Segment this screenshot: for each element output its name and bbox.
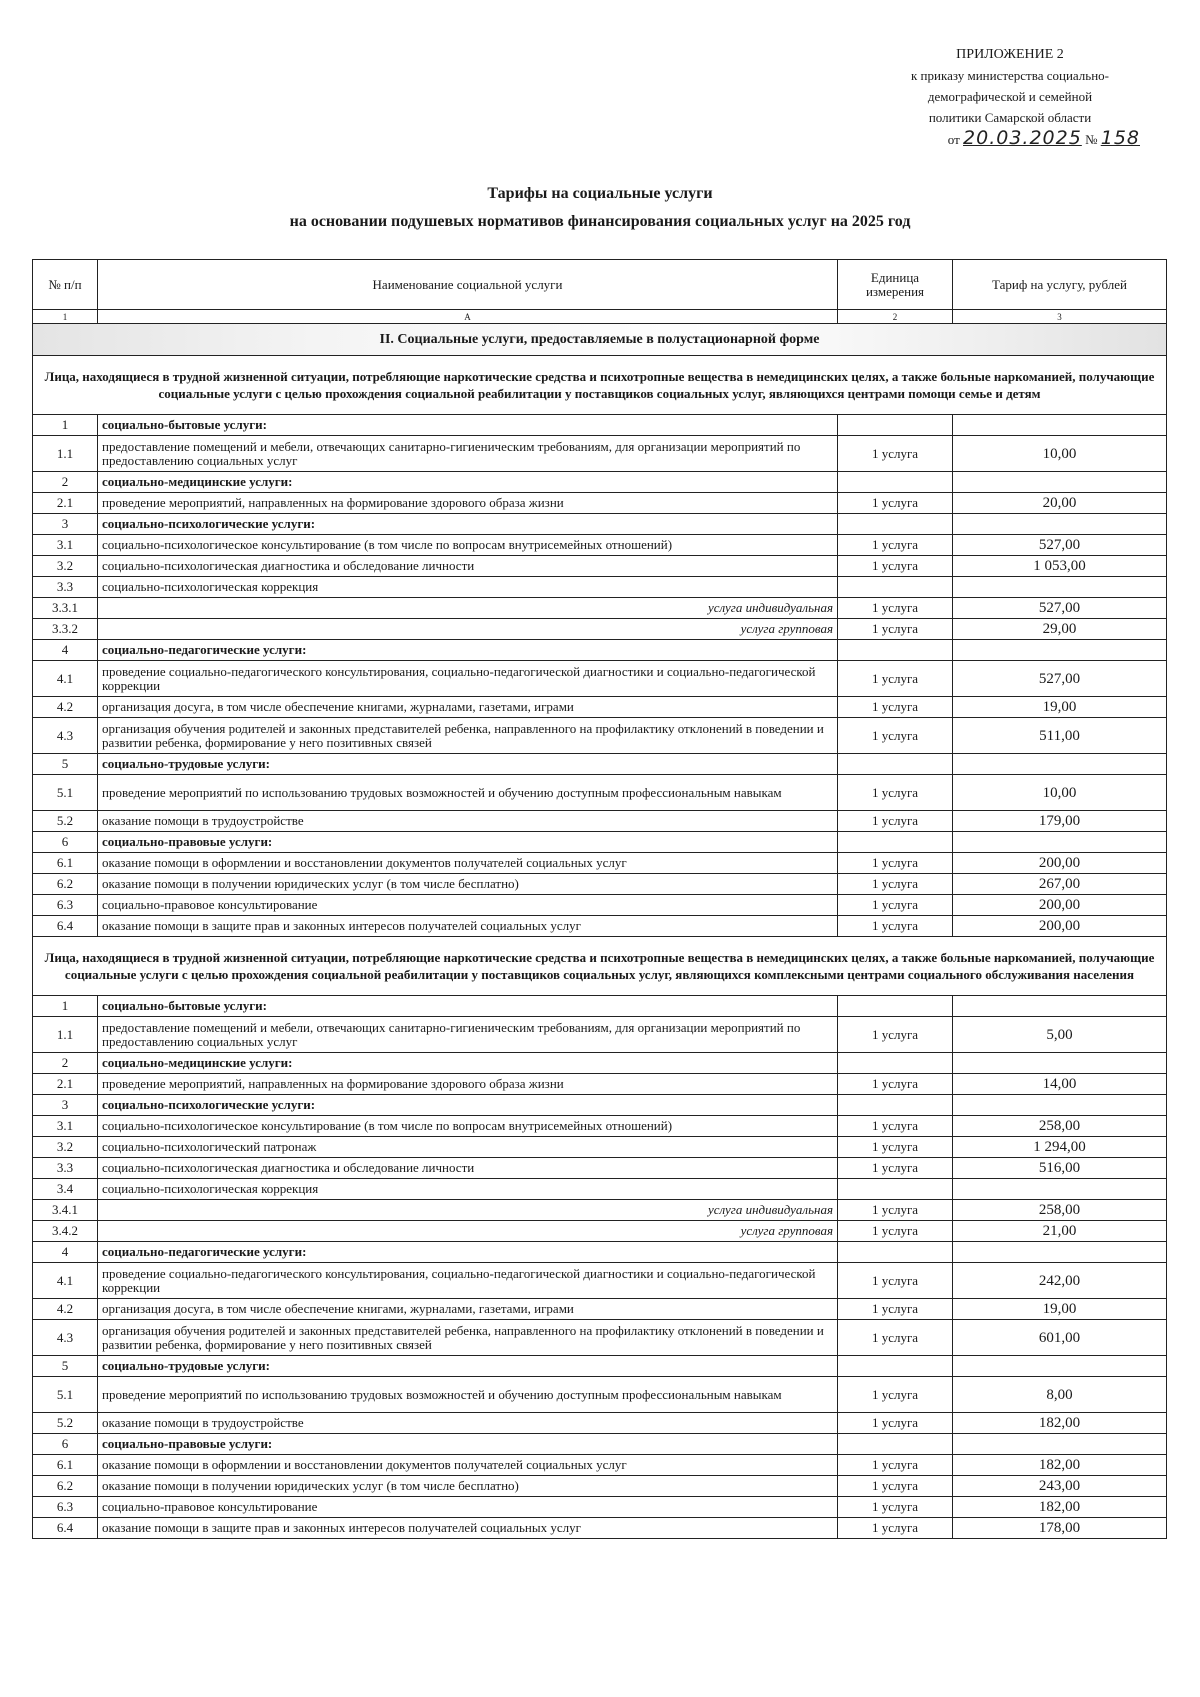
- document-title: Тарифы на социальные услуги: [487, 185, 713, 202]
- section-title: II. Социальные услуги, предоставляемые в полустационарной форме: [33, 324, 1167, 356]
- table-row: [33, 1497, 1167, 1518]
- table-row: [33, 754, 1167, 775]
- price-cell: 200,00: [953, 916, 1167, 937]
- unit-cell: [838, 1434, 953, 1455]
- group-title: Лица, находящиеся в трудной жизненной ситуации, потребляющие наркотические средства и психотропные вещества в немедицинских целях, а также больные наркоманией, получающие социальные услуги с целью прохождения социальной реабилитации у поставщиков социальных услуг, являющихся комплексными центрами социального обслуживания населения: [33, 937, 1167, 996]
- unit-cell: [838, 1356, 953, 1377]
- service-name: оказание помощи в трудоустройстве: [98, 1413, 838, 1434]
- price-cell: 182,00: [953, 1413, 1167, 1434]
- row-number: 6.3: [33, 895, 98, 916]
- service-name: услуга индивидуальная: [98, 598, 838, 619]
- service-name: социально-психологическая диагностика и обследование личности: [98, 1158, 838, 1179]
- table-row: [33, 996, 1167, 1017]
- table-row: [33, 619, 1167, 640]
- table-row: [33, 415, 1167, 436]
- service-name: услуга групповая: [98, 1221, 838, 1242]
- price-cell: [953, 754, 1167, 775]
- unit-cell: 1 услуга: [838, 535, 953, 556]
- unit-cell: 1 услуга: [838, 1017, 953, 1053]
- service-name: предоставление помещений и мебели, отвечающих санитарно-гигиеническим требованиям, для организации мероприятий по предоставлению социальных услуг: [98, 436, 838, 472]
- price-cell: 242,00: [953, 1263, 1167, 1299]
- table-row: [33, 535, 1167, 556]
- table-row: [33, 1356, 1167, 1377]
- service-name: оказание помощи в оформлении и восстановлении документов получателей социальных услуг: [98, 853, 838, 874]
- service-name: социально-правовые услуги:: [98, 1434, 838, 1455]
- price-cell: 200,00: [953, 895, 1167, 916]
- table-row: [33, 1017, 1167, 1053]
- service-name: социально-педагогические услуги:: [98, 1242, 838, 1263]
- service-name: социально-психологическая коррекция: [98, 1179, 838, 1200]
- table-row: [33, 1095, 1167, 1116]
- col-header-name: Наименование социальной услуги: [98, 260, 838, 310]
- price-cell: [953, 1179, 1167, 1200]
- service-name: социально-медицинские услуги:: [98, 1053, 838, 1074]
- unit-cell: 1 услуга: [838, 1200, 953, 1221]
- col-code-price: 3: [953, 310, 1167, 324]
- service-name: организация обучения родителей и законных представителей ребенка, направленного на профилактику отклонений в поведении и развитии ребенка, формирование у него позитивных связей: [98, 1320, 838, 1356]
- date-prefix: от: [947, 132, 960, 147]
- unit-cell: 1 услуга: [838, 1518, 953, 1539]
- group-header-row: [33, 356, 1167, 415]
- col-code-name: A: [98, 310, 838, 324]
- row-number: 4.3: [33, 718, 98, 754]
- row-number: 1.1: [33, 436, 98, 472]
- service-name: услуга групповая: [98, 619, 838, 640]
- service-name: социально-трудовые услуги:: [98, 754, 838, 775]
- row-number: 4.2: [33, 697, 98, 718]
- table-row: [33, 1377, 1167, 1413]
- unit-cell: 1 услуга: [838, 1074, 953, 1095]
- service-name: социально-психологические услуги:: [98, 514, 838, 535]
- unit-cell: 1 услуга: [838, 697, 953, 718]
- service-name: оказание помощи в защите прав и законных интересов получателей социальных услуг: [98, 1518, 838, 1539]
- price-cell: [953, 1242, 1167, 1263]
- price-cell: [953, 1356, 1167, 1377]
- service-name: проведение социально-педагогического консультирования, социально-педагогической диагностики и социально-педагогической коррекции: [98, 1263, 838, 1299]
- row-number: 6.2: [33, 874, 98, 895]
- unit-cell: 1 услуга: [838, 1263, 953, 1299]
- row-number: 6.1: [33, 853, 98, 874]
- row-number: 6.1: [33, 1455, 98, 1476]
- unit-cell: 1 услуга: [838, 493, 953, 514]
- unit-cell: 1 услуга: [838, 1455, 953, 1476]
- service-name: социально-психологический патронаж: [98, 1137, 838, 1158]
- table-row: [33, 832, 1167, 853]
- table-row: [33, 1263, 1167, 1299]
- table-row: [33, 1518, 1167, 1539]
- table-row: [33, 1242, 1167, 1263]
- row-number: 3.1: [33, 1116, 98, 1137]
- table-row: [33, 1455, 1167, 1476]
- service-name: услуга индивидуальная: [98, 1200, 838, 1221]
- price-cell: [953, 1434, 1167, 1455]
- table-row: [33, 1137, 1167, 1158]
- table-row: [33, 514, 1167, 535]
- row-number: 5.2: [33, 1413, 98, 1434]
- row-number: 6.3: [33, 1497, 98, 1518]
- unit-cell: [838, 514, 953, 535]
- row-number: 3.2: [33, 1137, 98, 1158]
- unit-cell: [838, 1179, 953, 1200]
- row-number: 2: [33, 1053, 98, 1074]
- service-name: социально-правовые услуги:: [98, 832, 838, 853]
- price-cell: 258,00: [953, 1200, 1167, 1221]
- unit-cell: [838, 577, 953, 598]
- row-number: 2.1: [33, 493, 98, 514]
- price-cell: 601,00: [953, 1320, 1167, 1356]
- unit-cell: [838, 415, 953, 436]
- table-row: [33, 661, 1167, 697]
- table-row: [33, 1074, 1167, 1095]
- price-cell: 527,00: [953, 661, 1167, 697]
- table-row: [33, 775, 1167, 811]
- appendix-title: ПРИЛОЖЕНИЕ 2: [956, 47, 1064, 62]
- unit-cell: 1 услуга: [838, 661, 953, 697]
- group-title: Лица, находящиеся в трудной жизненной ситуации, потребляющие наркотические средства и психотропные вещества в немедицинских целях, а также больные наркоманией, получающие социальные услуги с целью прохождения социальной реабилитации у поставщиков социальных услуг, являющихся центрами помощи семье и детям: [33, 356, 1167, 415]
- unit-cell: 1 услуга: [838, 811, 953, 832]
- price-cell: [953, 996, 1167, 1017]
- service-name: проведение мероприятий по использованию трудовых возможностей и обучению доступным профессиональным навыкам: [98, 775, 838, 811]
- row-number: 1: [33, 996, 98, 1017]
- service-name: проведение социально-педагогического консультирования, социально-педагогической диагностики и социально-педагогической коррекции: [98, 661, 838, 697]
- table-row: [33, 1158, 1167, 1179]
- unit-cell: [838, 996, 953, 1017]
- service-name: социально-психологические услуги:: [98, 1095, 838, 1116]
- unit-cell: [838, 472, 953, 493]
- price-cell: 179,00: [953, 811, 1167, 832]
- unit-cell: 1 услуга: [838, 895, 953, 916]
- row-number: 2: [33, 472, 98, 493]
- row-number: 5.2: [33, 811, 98, 832]
- price-cell: 14,00: [953, 1074, 1167, 1095]
- col-header-unit: Единица измерения: [838, 260, 953, 310]
- appendix-line-1: к приказу министерства социально-: [910, 68, 1109, 83]
- table-row: [33, 853, 1167, 874]
- table-header-row: [33, 260, 1167, 310]
- price-cell: [953, 577, 1167, 598]
- row-number: 2.1: [33, 1074, 98, 1095]
- table-row: [33, 493, 1167, 514]
- service-name: оказание помощи в получении юридических услуг (в том числе бесплатно): [98, 874, 838, 895]
- service-name: социально-педагогические услуги:: [98, 640, 838, 661]
- unit-cell: 1 услуга: [838, 1377, 953, 1413]
- price-cell: 200,00: [953, 853, 1167, 874]
- table-row: [33, 1200, 1167, 1221]
- price-cell: 267,00: [953, 874, 1167, 895]
- service-name: оказание помощи в получении юридических услуг (в том числе бесплатно): [98, 1476, 838, 1497]
- unit-cell: 1 услуга: [838, 775, 953, 811]
- unit-cell: 1 услуга: [838, 853, 953, 874]
- unit-cell: [838, 1053, 953, 1074]
- unit-cell: 1 услуга: [838, 718, 953, 754]
- service-name: социально-психологическое консультирование (в том числе по вопросам внутрисемейных отношений): [98, 1116, 838, 1137]
- service-name: проведение мероприятий, направленных на формирование здорового образа жизни: [98, 493, 838, 514]
- row-number: 6: [33, 832, 98, 853]
- price-cell: 1 053,00: [953, 556, 1167, 577]
- price-cell: 1 294,00: [953, 1137, 1167, 1158]
- table-row: [33, 1053, 1167, 1074]
- table-row: [33, 436, 1167, 472]
- unit-cell: [838, 754, 953, 775]
- row-number: 6.4: [33, 1518, 98, 1539]
- table-row: [33, 1434, 1167, 1455]
- tariffs-table: [32, 259, 1167, 1539]
- row-number: 3.2: [33, 556, 98, 577]
- table-row: [33, 1299, 1167, 1320]
- table-row: [33, 1320, 1167, 1356]
- service-name: социально-психологическая диагностика и обследование личности: [98, 556, 838, 577]
- service-name: проведение мероприятий, направленных на формирование здорового образа жизни: [98, 1074, 838, 1095]
- unit-cell: 1 услуга: [838, 1476, 953, 1497]
- unit-cell: 1 услуга: [838, 1299, 953, 1320]
- number-prefix: №: [1085, 132, 1098, 147]
- price-cell: 258,00: [953, 1116, 1167, 1137]
- table-code-row: [33, 310, 1167, 324]
- row-number: 1: [33, 415, 98, 436]
- order-date: 20.03.2025: [963, 127, 1082, 149]
- table-row: [33, 640, 1167, 661]
- col-code-number: 1: [33, 310, 98, 324]
- table-row: [33, 1221, 1167, 1242]
- unit-cell: 1 услуга: [838, 436, 953, 472]
- price-cell: 20,00: [953, 493, 1167, 514]
- row-number: 3: [33, 1095, 98, 1116]
- row-number: 5: [33, 1356, 98, 1377]
- service-name: оказание помощи в защите прав и законных интересов получателей социальных услуг: [98, 916, 838, 937]
- price-cell: 29,00: [953, 619, 1167, 640]
- price-cell: 516,00: [953, 1158, 1167, 1179]
- service-name: социально-бытовые услуги:: [98, 415, 838, 436]
- appendix-line-3: политики Самарской области: [928, 110, 1092, 125]
- order-number: 158: [1100, 127, 1140, 149]
- row-number: 4.2: [33, 1299, 98, 1320]
- price-cell: 19,00: [953, 1299, 1167, 1320]
- price-cell: [953, 832, 1167, 853]
- service-name: оказание помощи в оформлении и восстановлении документов получателей социальных услуг: [98, 1455, 838, 1476]
- unit-cell: 1 услуга: [838, 1320, 953, 1356]
- row-number: 6: [33, 1434, 98, 1455]
- service-name: социально-медицинские услуги:: [98, 472, 838, 493]
- row-number: 3.3: [33, 577, 98, 598]
- table-row: [33, 697, 1167, 718]
- price-cell: 10,00: [953, 775, 1167, 811]
- table-row: [33, 472, 1167, 493]
- col-code-unit: 2: [838, 310, 953, 324]
- service-name: организация досуга, в том числе обеспечение книгами, журналами, газетами, играми: [98, 1299, 838, 1320]
- group-header-row: [33, 937, 1167, 996]
- service-name: социально-бытовые услуги:: [98, 996, 838, 1017]
- appendix-line-2: демографической и семейной: [927, 89, 1093, 104]
- unit-cell: 1 услуга: [838, 1158, 953, 1179]
- unit-cell: [838, 1095, 953, 1116]
- unit-cell: 1 услуга: [838, 598, 953, 619]
- unit-cell: [838, 832, 953, 853]
- price-cell: [953, 1095, 1167, 1116]
- price-cell: 527,00: [953, 598, 1167, 619]
- row-number: 3.3.2: [33, 619, 98, 640]
- price-cell: 10,00: [953, 436, 1167, 472]
- price-cell: 243,00: [953, 1476, 1167, 1497]
- row-number: 5.1: [33, 775, 98, 811]
- row-number: 6.2: [33, 1476, 98, 1497]
- row-number: 4.3: [33, 1320, 98, 1356]
- col-header-number: № п/п: [33, 260, 98, 310]
- price-cell: 182,00: [953, 1497, 1167, 1518]
- col-header-price: Тариф на услугу, рублей: [953, 260, 1167, 310]
- table-row: [33, 577, 1167, 598]
- unit-cell: 1 услуга: [838, 1116, 953, 1137]
- table-row: [33, 916, 1167, 937]
- row-number: 3: [33, 514, 98, 535]
- row-number: 3.3: [33, 1158, 98, 1179]
- appendix-date-line: [880, 128, 1140, 150]
- unit-cell: [838, 640, 953, 661]
- service-name: социально-психологическое консультирование (в том числе по вопросам внутрисемейных отношений): [98, 535, 838, 556]
- price-cell: [953, 514, 1167, 535]
- row-number: 3.3.1: [33, 598, 98, 619]
- unit-cell: 1 услуга: [838, 556, 953, 577]
- row-number: 4.1: [33, 1263, 98, 1299]
- table-row: [33, 1476, 1167, 1497]
- row-number: 3.1: [33, 535, 98, 556]
- row-number: 6.4: [33, 916, 98, 937]
- unit-cell: 1 услуга: [838, 1137, 953, 1158]
- price-cell: 182,00: [953, 1455, 1167, 1476]
- table-row: [33, 811, 1167, 832]
- service-name: социально-психологическая коррекция: [98, 577, 838, 598]
- table-row: [33, 1413, 1167, 1434]
- service-name: предоставление помещений и мебели, отвечающих санитарно-гигиеническим требованиям, для организации мероприятий по предоставлению социальных услуг: [98, 1017, 838, 1053]
- appendix-block: [880, 44, 1140, 150]
- service-name: социально-трудовые услуги:: [98, 1356, 838, 1377]
- price-cell: 8,00: [953, 1377, 1167, 1413]
- price-cell: 19,00: [953, 697, 1167, 718]
- row-number: 1.1: [33, 1017, 98, 1053]
- unit-cell: 1 услуга: [838, 916, 953, 937]
- table-row: [33, 1116, 1167, 1137]
- row-number: 3.4.1: [33, 1200, 98, 1221]
- table-row: [33, 556, 1167, 577]
- price-cell: [953, 472, 1167, 493]
- document-subtitle: на основании подушевых нормативов финансирования социальных услуг на 2025 год: [289, 213, 911, 230]
- unit-cell: 1 услуга: [838, 1413, 953, 1434]
- price-cell: [953, 415, 1167, 436]
- service-name: организация обучения родителей и законных представителей ребенка, направленного на профилактику отклонений в поведении и развитии ребенка, формирование у него позитивных связей: [98, 718, 838, 754]
- row-number: 4.1: [33, 661, 98, 697]
- unit-cell: 1 услуга: [838, 619, 953, 640]
- service-name: организация досуга, в том числе обеспечение книгами, журналами, газетами, играми: [98, 697, 838, 718]
- row-number: 4: [33, 640, 98, 661]
- row-number: 5: [33, 754, 98, 775]
- price-cell: [953, 640, 1167, 661]
- row-number: 4: [33, 1242, 98, 1263]
- service-name: оказание помощи в трудоустройстве: [98, 811, 838, 832]
- price-cell: 511,00: [953, 718, 1167, 754]
- unit-cell: 1 услуга: [838, 1497, 953, 1518]
- row-number: 3.4.2: [33, 1221, 98, 1242]
- unit-cell: [838, 1242, 953, 1263]
- table-row: [33, 598, 1167, 619]
- row-number: 5.1: [33, 1377, 98, 1413]
- table-row: [33, 895, 1167, 916]
- price-cell: 21,00: [953, 1221, 1167, 1242]
- table-row: [33, 1179, 1167, 1200]
- row-number: 3.4: [33, 1179, 98, 1200]
- price-cell: 178,00: [953, 1518, 1167, 1539]
- service-name: социально-правовое консультирование: [98, 1497, 838, 1518]
- unit-cell: 1 услуга: [838, 1221, 953, 1242]
- unit-cell: 1 услуга: [838, 874, 953, 895]
- section-row: [33, 324, 1167, 356]
- service-name: проведение мероприятий по использованию трудовых возможностей и обучению доступным профессиональным навыкам: [98, 1377, 838, 1413]
- price-cell: 5,00: [953, 1017, 1167, 1053]
- price-cell: [953, 1053, 1167, 1074]
- table-row: [33, 718, 1167, 754]
- service-name: социально-правовое консультирование: [98, 895, 838, 916]
- price-cell: 527,00: [953, 535, 1167, 556]
- table-row: [33, 874, 1167, 895]
